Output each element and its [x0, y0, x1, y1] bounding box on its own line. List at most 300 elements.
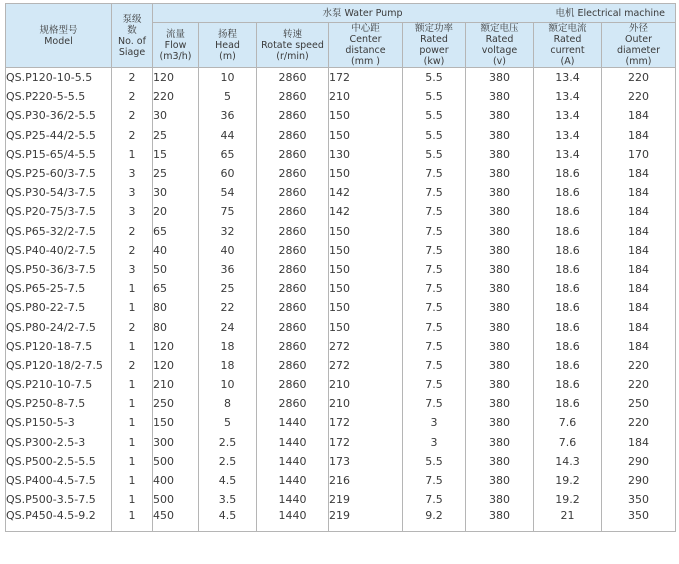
table-row [6, 452, 676, 471]
cell-rotate-speed: 2860 [257, 394, 329, 413]
cell-rated-voltage: 380 [466, 145, 534, 164]
header-stages-en2: Siage [118, 46, 146, 58]
cell-rated-power: 7.5 [403, 394, 466, 413]
header-flow-en: Flow [164, 39, 187, 51]
cell-rated-current: 18.6 [534, 260, 602, 279]
header-group-electrical-machine: 电机 Electrical machine [403, 4, 676, 23]
cell-outer-diameter: 184 [602, 202, 676, 221]
cell-flow: 80 [153, 298, 199, 317]
cell-rotate-speed: 2860 [257, 241, 329, 260]
header-outer-diameter [602, 23, 676, 68]
cell-stages: 1 [112, 375, 153, 394]
cell-flow: 80 [153, 317, 199, 336]
cell-rated-current: 18.6 [534, 317, 602, 336]
cell-center-distance: 150 [329, 222, 403, 241]
cell-rated-current: 18.6 [534, 279, 602, 298]
cell-outer-diameter: 184 [602, 241, 676, 260]
header-rated-voltage-unit: (v) [492, 56, 507, 67]
cell-rotate-speed: 1440 [257, 509, 329, 532]
cell-rated-power: 7.5 [403, 375, 466, 394]
cell-rated-voltage: 380 [466, 394, 534, 413]
cell-flow: 300 [153, 433, 199, 452]
cell-rotate-speed: 1440 [257, 452, 329, 471]
cell-model: QS.P120-18/2-7.5 [6, 356, 112, 375]
cell-flow: 120 [153, 356, 199, 375]
cell-center-distance: 272 [329, 337, 403, 356]
cell-flow: 450 [153, 509, 199, 532]
cell-rated-power: 7.5 [403, 279, 466, 298]
header-head-unit: (m) [219, 50, 236, 62]
cell-head: 24 [199, 317, 257, 336]
cell-rated-current: 13.4 [534, 145, 602, 164]
cell-rated-voltage: 380 [466, 298, 534, 317]
cell-center-distance: 172 [329, 413, 403, 432]
cell-rotate-speed: 2860 [257, 356, 329, 375]
cell-outer-diameter: 184 [602, 106, 676, 125]
cell-rated-voltage: 380 [466, 164, 534, 183]
cell-rated-voltage: 380 [466, 509, 534, 532]
cell-flow: 500 [153, 452, 199, 471]
cell-outer-diameter: 184 [602, 337, 676, 356]
cell-stages: 1 [112, 433, 153, 452]
cell-center-distance: 219 [329, 490, 403, 509]
cell-center-distance: 210 [329, 87, 403, 106]
cell-rated-voltage: 380 [466, 68, 534, 88]
cell-outer-diameter: 184 [602, 317, 676, 336]
cell-rated-current: 13.4 [534, 87, 602, 106]
cell-stages: 2 [112, 68, 153, 88]
cell-outer-diameter: 220 [602, 375, 676, 394]
cell-rotate-speed: 2860 [257, 279, 329, 298]
cell-rated-current: 18.6 [534, 222, 602, 241]
cell-rated-current: 18.6 [534, 298, 602, 317]
header-flow-cn: 流量 [165, 28, 185, 40]
header-rated-power-en: Rated power [419, 34, 449, 56]
cell-rotate-speed: 2860 [257, 202, 329, 221]
cell-rotate-speed: 2860 [257, 260, 329, 279]
cell-rotate-speed: 2860 [257, 145, 329, 164]
cell-rated-power: 7.5 [403, 183, 466, 202]
cell-outer-diameter: 220 [602, 413, 676, 432]
cell-rated-current: 7.6 [534, 413, 602, 432]
cell-model: QS.P120-18-7.5 [6, 337, 112, 356]
header-center-distance-unit: (mm ) [351, 56, 380, 67]
cell-rotate-speed: 2860 [257, 164, 329, 183]
cell-model: QS.P120-10-5.5 [6, 68, 112, 88]
table-row [6, 413, 676, 432]
cell-rated-current: 18.6 [534, 164, 602, 183]
header-rated-power [403, 23, 466, 68]
cell-head: 4.5 [199, 471, 257, 490]
header-head-cn: 扬程 [217, 28, 237, 40]
cell-stages: 2 [112, 317, 153, 336]
cell-flow: 220 [153, 87, 199, 106]
cell-stages: 1 [112, 471, 153, 490]
cell-flow: 30 [153, 183, 199, 202]
header-rated-voltage-cn: 额定电压 [480, 23, 519, 34]
cell-outer-diameter: 350 [602, 490, 676, 509]
cell-flow: 150 [153, 413, 199, 432]
cell-stages: 2 [112, 126, 153, 145]
cell-center-distance: 210 [329, 375, 403, 394]
table-row [6, 375, 676, 394]
header-model [6, 4, 112, 68]
cell-rotate-speed: 2860 [257, 375, 329, 394]
cell-stages: 3 [112, 260, 153, 279]
header-stages-cn1: 泵级 [122, 13, 142, 25]
table-row [6, 490, 676, 509]
header-flow [153, 23, 199, 68]
cell-head: 5 [199, 87, 257, 106]
cell-stages: 2 [112, 87, 153, 106]
cell-head: 2.5 [199, 452, 257, 471]
cell-head: 10 [199, 68, 257, 88]
cell-stages: 1 [112, 509, 153, 532]
table-row [6, 126, 676, 145]
cell-outer-diameter: 184 [602, 126, 676, 145]
cell-model: QS.P400-4.5-7.5 [6, 471, 112, 490]
cell-head: 32 [199, 222, 257, 241]
cell-model: QS.P25-60/3-7.5 [6, 164, 112, 183]
cell-rated-power: 7.5 [403, 356, 466, 375]
cell-flow: 50 [153, 260, 199, 279]
cell-head: 3.5 [199, 490, 257, 509]
cell-stages: 1 [112, 337, 153, 356]
cell-flow: 40 [153, 241, 199, 260]
cell-model: QS.P20-75/3-7.5 [6, 202, 112, 221]
cell-rated-voltage: 380 [466, 471, 534, 490]
cell-stages: 1 [112, 394, 153, 413]
cell-flow: 210 [153, 375, 199, 394]
cell-rated-voltage: 380 [466, 413, 534, 432]
cell-rotate-speed: 2860 [257, 222, 329, 241]
cell-head: 25 [199, 279, 257, 298]
cell-center-distance: 150 [329, 298, 403, 317]
cell-flow: 30 [153, 106, 199, 125]
header-rotate-speed-en: Rotate speed [261, 39, 324, 51]
cell-flow: 65 [153, 279, 199, 298]
header-rated-current-en: Rated current [550, 34, 585, 56]
cell-flow: 500 [153, 490, 199, 509]
table-row [6, 433, 676, 452]
cell-head: 18 [199, 337, 257, 356]
cell-flow: 25 [153, 126, 199, 145]
cell-rated-current: 19.2 [534, 490, 602, 509]
cell-rated-current: 18.6 [534, 394, 602, 413]
cell-outer-diameter: 290 [602, 452, 676, 471]
cell-outer-diameter: 184 [602, 433, 676, 452]
table-row [6, 164, 676, 183]
header-outer-diameter-en: Outer diameter [616, 34, 661, 56]
cell-model: QS.P450-4.5-9.2 [6, 509, 112, 532]
cell-rated-power: 7.5 [403, 164, 466, 183]
cell-model: QS.P80-22-7.5 [6, 298, 112, 317]
cell-rated-voltage: 380 [466, 375, 534, 394]
cell-center-distance: 210 [329, 394, 403, 413]
cell-outer-diameter: 184 [602, 222, 676, 241]
cell-center-distance: 150 [329, 260, 403, 279]
table-row [6, 222, 676, 241]
header-rotate-speed-cn: 转速 [282, 28, 302, 40]
cell-rated-current: 18.6 [534, 241, 602, 260]
cell-stages: 3 [112, 183, 153, 202]
cell-stages: 2 [112, 356, 153, 375]
cell-outer-diameter: 184 [602, 164, 676, 183]
table-row [6, 183, 676, 202]
cell-model: QS.P15-65/4-5.5 [6, 145, 112, 164]
cell-model: QS.P80-24/2-7.5 [6, 317, 112, 336]
table-row [6, 106, 676, 125]
cell-rotate-speed: 2860 [257, 183, 329, 202]
cell-model: QS.P50-36/3-7.5 [6, 260, 112, 279]
cell-center-distance: 130 [329, 145, 403, 164]
cell-rated-voltage: 380 [466, 222, 534, 241]
cell-rated-current: 13.4 [534, 126, 602, 145]
cell-center-distance: 150 [329, 126, 403, 145]
cell-flow: 65 [153, 222, 199, 241]
cell-rotate-speed: 1440 [257, 433, 329, 452]
header-center-distance-en: Center distance [345, 34, 386, 56]
header-center-distance [329, 23, 403, 68]
cell-rated-voltage: 380 [466, 433, 534, 452]
cell-rated-current: 21 [534, 509, 602, 532]
table-row [6, 145, 676, 164]
header-stages-en1: No. of [118, 35, 146, 47]
cell-head: 5 [199, 413, 257, 432]
table-row [6, 337, 676, 356]
cell-model: QS.P500-2.5-5.5 [6, 452, 112, 471]
cell-outer-diameter: 350 [602, 509, 676, 532]
cell-outer-diameter: 184 [602, 260, 676, 279]
cell-rated-voltage: 380 [466, 87, 534, 106]
header-outer-diameter-unit: (mm) [625, 56, 652, 67]
header-center-distance-cn: 中心距 [351, 23, 380, 34]
header-rotate-speed-unit: (r/min) [276, 50, 309, 62]
cell-outer-diameter: 184 [602, 298, 676, 317]
header-stages [112, 4, 153, 68]
header-flow-unit: (m3/h) [159, 50, 192, 62]
cell-head: 22 [199, 298, 257, 317]
cell-outer-diameter: 220 [602, 356, 676, 375]
header-model-en: Model [44, 35, 73, 47]
cell-rated-voltage: 380 [466, 241, 534, 260]
cell-head: 75 [199, 202, 257, 221]
cell-rated-current: 18.6 [534, 337, 602, 356]
table-row [6, 68, 676, 88]
cell-rated-voltage: 380 [466, 452, 534, 471]
cell-rated-current: 14.3 [534, 452, 602, 471]
table-row [6, 394, 676, 413]
cell-model: QS.P220-5-5.5 [6, 87, 112, 106]
cell-rated-voltage: 380 [466, 490, 534, 509]
table-row [6, 279, 676, 298]
cell-stages: 1 [112, 452, 153, 471]
cell-rotate-speed: 1440 [257, 413, 329, 432]
cell-stages: 2 [112, 241, 153, 260]
cell-stages: 1 [112, 145, 153, 164]
cell-center-distance: 173 [329, 452, 403, 471]
cell-flow: 25 [153, 164, 199, 183]
cell-rated-power: 5.5 [403, 452, 466, 471]
cell-head: 18 [199, 356, 257, 375]
cell-rotate-speed: 1440 [257, 490, 329, 509]
cell-rated-power: 5.5 [403, 68, 466, 88]
cell-center-distance: 150 [329, 106, 403, 125]
cell-rated-current: 13.4 [534, 106, 602, 125]
cell-center-distance: 216 [329, 471, 403, 490]
cell-flow: 20 [153, 202, 199, 221]
cell-flow: 120 [153, 337, 199, 356]
cell-head: 54 [199, 183, 257, 202]
table-row [6, 298, 676, 317]
table-row [6, 241, 676, 260]
cell-rated-power: 7.5 [403, 317, 466, 336]
cell-rated-power: 5.5 [403, 106, 466, 125]
header-rated-power-unit: (kw) [423, 56, 445, 67]
cell-head: 2.5 [199, 433, 257, 452]
header-outer-diameter-cn: 外径 [629, 23, 649, 34]
header-stages-cn2: 数 [127, 24, 137, 36]
header-head-en: Head [215, 39, 240, 51]
cell-rated-voltage: 380 [466, 126, 534, 145]
cell-model: QS.P30-36/2-5.5 [6, 106, 112, 125]
header-rated-voltage [466, 23, 534, 68]
cell-model: QS.P65-25-7.5 [6, 279, 112, 298]
cell-center-distance: 142 [329, 183, 403, 202]
cell-head: 60 [199, 164, 257, 183]
cell-rated-power: 7.5 [403, 222, 466, 241]
cell-stages: 1 [112, 413, 153, 432]
cell-rotate-speed: 2860 [257, 87, 329, 106]
cell-rated-power: 7.5 [403, 241, 466, 260]
header-rated-current-cn: 额定电流 [548, 23, 587, 34]
cell-rated-voltage: 380 [466, 337, 534, 356]
cell-rated-power: 7.5 [403, 490, 466, 509]
cell-outer-diameter: 170 [602, 145, 676, 164]
cell-stages: 1 [112, 490, 153, 509]
header-model-cn: 规格型号 [39, 24, 78, 36]
cell-head: 10 [199, 375, 257, 394]
table-row [6, 509, 676, 532]
header-rated-voltage-en: Rated voltage [481, 34, 518, 56]
cell-rated-power: 5.5 [403, 145, 466, 164]
header-rated-power-cn: 额定功率 [414, 23, 453, 34]
cell-model: QS.P40-40/2-7.5 [6, 241, 112, 260]
cell-rated-current: 13.4 [534, 68, 602, 88]
cell-head: 4.5 [199, 509, 257, 532]
cell-rated-power: 3 [403, 433, 466, 452]
cell-center-distance: 150 [329, 317, 403, 336]
cell-center-distance: 150 [329, 241, 403, 260]
table-body [6, 68, 676, 532]
cell-rotate-speed: 2860 [257, 337, 329, 356]
cell-outer-diameter: 290 [602, 471, 676, 490]
cell-model: QS.P25-44/2-5.5 [6, 126, 112, 145]
header-rotate-speed [257, 23, 329, 68]
cell-flow: 15 [153, 145, 199, 164]
cell-rated-voltage: 380 [466, 356, 534, 375]
cell-rated-voltage: 380 [466, 183, 534, 202]
cell-outer-diameter: 184 [602, 279, 676, 298]
cell-rotate-speed: 2860 [257, 68, 329, 88]
cell-rated-current: 18.6 [534, 183, 602, 202]
cell-rated-power: 7.5 [403, 337, 466, 356]
table-row [6, 202, 676, 221]
cell-model: QS.P300-2.5-3 [6, 433, 112, 452]
pump-spec-table [5, 3, 676, 532]
cell-center-distance: 150 [329, 164, 403, 183]
cell-rotate-speed: 2860 [257, 298, 329, 317]
table-row [6, 260, 676, 279]
cell-head: 44 [199, 126, 257, 145]
cell-stages: 1 [112, 279, 153, 298]
cell-model: QS.P250-8-7.5 [6, 394, 112, 413]
cell-center-distance: 150 [329, 279, 403, 298]
cell-rotate-speed: 2860 [257, 317, 329, 336]
header-group-water-pump: 水泵 Water Pump [153, 4, 403, 23]
cell-rotate-speed: 2860 [257, 106, 329, 125]
cell-head: 36 [199, 106, 257, 125]
cell-center-distance: 142 [329, 202, 403, 221]
cell-head: 8 [199, 394, 257, 413]
cell-model: QS.P500-3.5-7.5 [6, 490, 112, 509]
cell-rated-current: 7.6 [534, 433, 602, 452]
cell-center-distance: 172 [329, 433, 403, 452]
cell-head: 65 [199, 145, 257, 164]
cell-outer-diameter: 184 [602, 183, 676, 202]
cell-outer-diameter: 220 [602, 68, 676, 88]
cell-rated-voltage: 380 [466, 202, 534, 221]
cell-model: QS.P210-10-7.5 [6, 375, 112, 394]
cell-rated-power: 7.5 [403, 471, 466, 490]
cell-rated-current: 18.6 [534, 375, 602, 394]
cell-outer-diameter: 250 [602, 394, 676, 413]
cell-model: QS.P30-54/3-7.5 [6, 183, 112, 202]
cell-stages: 2 [112, 106, 153, 125]
header-rated-current-unit: (A) [560, 56, 575, 67]
cell-rated-power: 5.5 [403, 87, 466, 106]
cell-outer-diameter: 220 [602, 87, 676, 106]
cell-center-distance: 172 [329, 68, 403, 88]
cell-stages: 3 [112, 164, 153, 183]
header-group-row [6, 4, 676, 23]
cell-rated-power: 7.5 [403, 202, 466, 221]
cell-rated-power: 5.5 [403, 126, 466, 145]
cell-rotate-speed: 2860 [257, 126, 329, 145]
table-row [6, 317, 676, 336]
cell-center-distance: 272 [329, 356, 403, 375]
cell-model: QS.P65-32/2-7.5 [6, 222, 112, 241]
cell-head: 40 [199, 241, 257, 260]
header-head [199, 23, 257, 68]
cell-flow: 250 [153, 394, 199, 413]
cell-flow: 120 [153, 68, 199, 88]
cell-rated-power: 7.5 [403, 260, 466, 279]
cell-flow: 400 [153, 471, 199, 490]
cell-center-distance: 219 [329, 509, 403, 532]
cell-rated-voltage: 380 [466, 279, 534, 298]
cell-rated-voltage: 380 [466, 317, 534, 336]
cell-rated-voltage: 380 [466, 106, 534, 125]
cell-rated-voltage: 380 [466, 260, 534, 279]
cell-rated-current: 18.6 [534, 356, 602, 375]
cell-rated-power: 3 [403, 413, 466, 432]
cell-rated-current: 18.6 [534, 202, 602, 221]
cell-stages: 2 [112, 222, 153, 241]
cell-rotate-speed: 1440 [257, 471, 329, 490]
cell-stages: 1 [112, 298, 153, 317]
cell-head: 36 [199, 260, 257, 279]
